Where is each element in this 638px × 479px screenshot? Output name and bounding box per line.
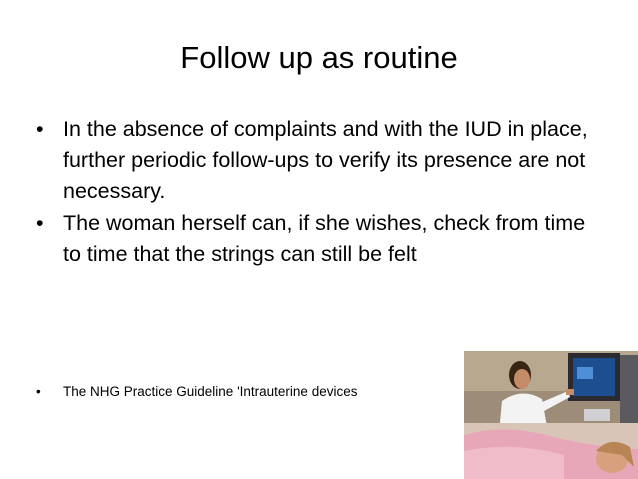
bullet-list [36,114,606,271]
bullet-text: The woman herself can, if she wishes, check from time to time that the strings can still be felt [63,211,586,266]
reference-bullet [36,383,463,401]
reference-text: The NHG Practice Guideline 'Intrauterine devices [63,384,358,399]
bullet-text: In the absence of complaints and with the IUD in place, further periodic follow-ups to verify its presence are not necessary. [63,117,588,203]
bullet-dot: • [36,384,41,399]
bullet-item [36,208,606,270]
bullet-dot: • [36,117,44,141]
bullet-dot: • [36,211,44,235]
ultrasound-photo [464,351,638,479]
slide-title: Follow up as routine [180,40,458,75]
bullet-item [36,114,606,207]
